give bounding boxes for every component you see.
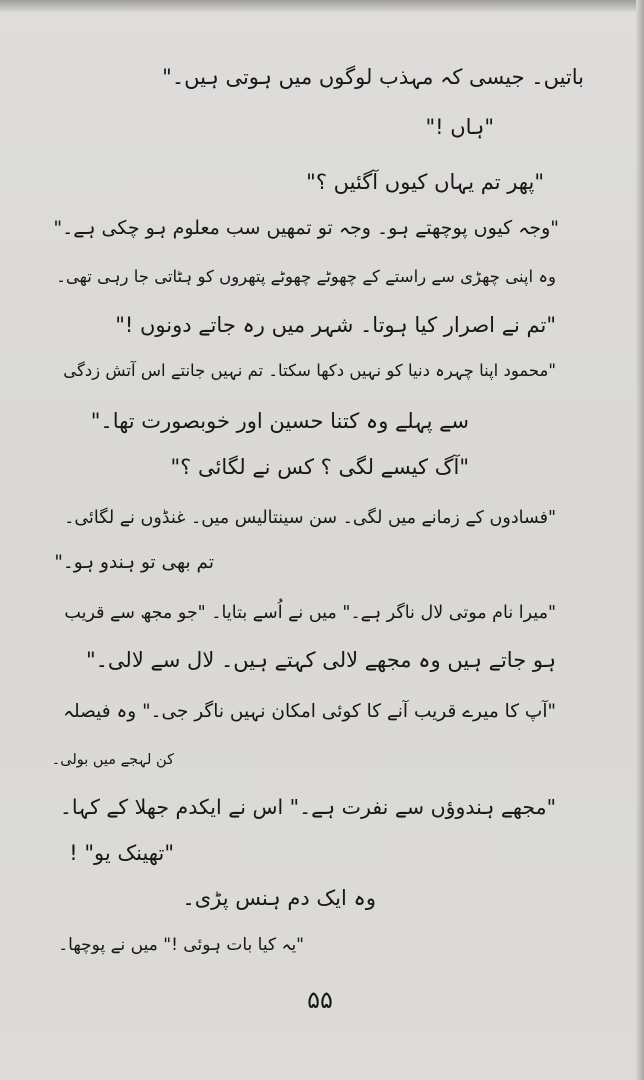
text-line: "آگ کیسے لگی ؟ کس نے لگائی ؟" xyxy=(170,455,469,479)
text-line: "یہ کیا بات ہوئی !" میں نے پوچھا۔ xyxy=(58,935,304,955)
page-number: ۵۵ xyxy=(307,986,333,1014)
text-line: باتیں۔ جیسی کہ مہذب لوگوں میں ہوتی ہیں۔" xyxy=(162,65,584,89)
text-line: "وجہ کیوں پوچھتے ہو۔ وجہ تو تمھیں سب معلوم ہو چکی ہے۔" xyxy=(53,217,559,239)
page-top-shadow xyxy=(0,0,644,12)
text-line: "محمود اپنا چہرہ دنیا کو نہیں دکھا سکتا۔ تم نہیں جانتے اس آتش زدگی xyxy=(63,361,556,380)
text-line: کن لہجے میں بولی۔ xyxy=(51,752,174,768)
text-line: وہ اپنی چھڑی سے راستے کے چھوٹے چھوٹے پتھروں کو ہٹاتی جا رہی تھی۔ xyxy=(56,267,556,286)
text-line: سے پہلے وہ کتنا حسین اور خوبصورت تھا۔" xyxy=(90,409,469,433)
text-line: "میرا نام موتی لال ناگر ہے۔" میں نے اُسے بتایا۔ "جو مجھ سے قریب xyxy=(64,603,556,623)
text-line: ہو جاتے ہیں وہ مجھے لالی کہتے ہیں۔ لال سے لالی۔" xyxy=(85,648,556,672)
text-line: "پھر تم یہاں کیوں آگئیں ؟" xyxy=(306,170,544,194)
text-line: "تھینک یو" ! xyxy=(69,841,174,865)
page-right-shadow xyxy=(636,0,644,1080)
text-line: "فسادوں کے زمانے میں لگی۔ سن سینتالیس میں۔ غنڈوں نے لگائی۔ xyxy=(64,508,556,528)
text-line: تم بھی تو ہندو ہو۔" xyxy=(54,552,214,573)
text-line: "مجھے ہندوؤں سے نفرت ہے۔" اس نے ایکدم جھلا کے کہا۔ xyxy=(59,795,556,819)
text-line: "ہاں !" xyxy=(425,115,494,139)
text-line: "آپ کا میرے قریب آنے کا کوئی امکان نہیں ناگر جی۔" وہ فیصلہ xyxy=(63,701,556,722)
text-line: "تم نے اصرار کیا ہوتا۔ شہر میں رہ جاتے دونوں !" xyxy=(115,313,556,337)
text-line: وہ ایک دم ہنس پڑی۔ xyxy=(182,886,376,910)
